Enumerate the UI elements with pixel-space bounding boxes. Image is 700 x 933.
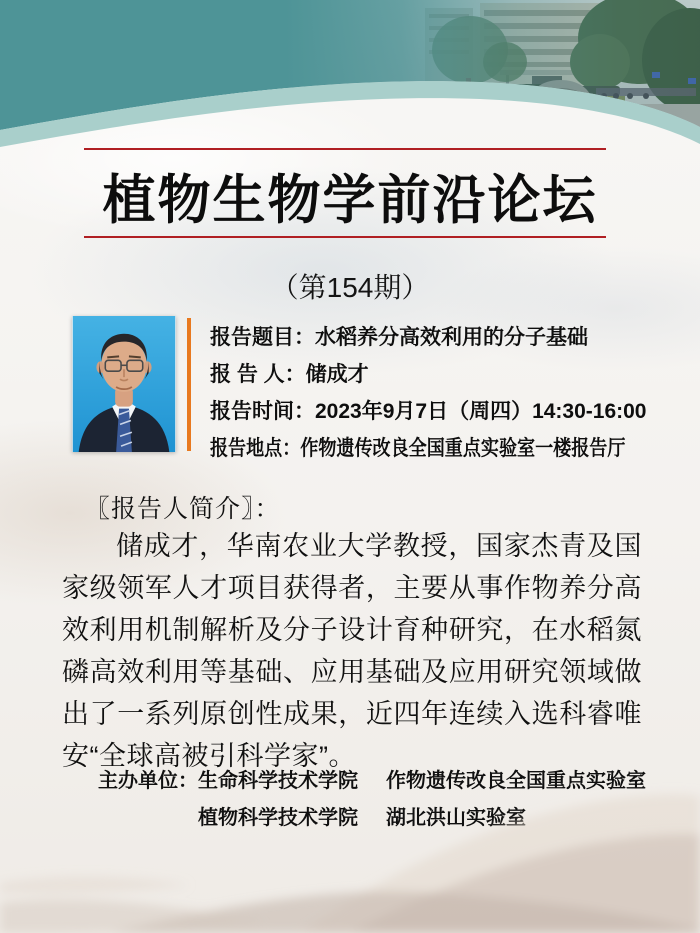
title-rule-top <box>84 148 606 150</box>
topic-label: 报告题目： <box>210 326 315 349</box>
time-value: 2023年9月7日（周四）14:30-16:00 <box>315 400 647 423</box>
watercolor-mountains-art <box>0 723 700 933</box>
organizers-label: 主办单位： <box>98 770 198 792</box>
time-label: 报告时间： <box>210 400 315 423</box>
organizer-item: 湖北洪山实验室 <box>386 807 526 829</box>
issue-number: （第154期） <box>270 272 430 303</box>
title-rule-bottom <box>84 236 606 238</box>
bio-heading: 〖报告人简介〗： <box>85 495 281 523</box>
topic-value: 水稻养分高效利用的分子基础 <box>315 326 588 349</box>
speaker-line <box>210 356 670 393</box>
speaker-portrait-photo <box>72 316 176 452</box>
poster-title: 植物生物学前沿论坛 <box>102 171 598 230</box>
topic-line <box>210 319 670 356</box>
organizer-item: 植物科学技术学院 <box>198 807 358 829</box>
venue-line <box>210 430 626 467</box>
seminar-info <box>210 319 670 467</box>
bio-paragraph: 储成才，华南农业大学教授，国家杰青及国家级领军人才项目获得者，主要从事作物养分高效利用机制解析及分子设计育种研究，在水稻氮磷高效利用等基础、应用基础及应用研究领域做出了一系列原创性成果，近四年连续入选科睿唯安“全球高被引科学家”。 <box>62 531 642 771</box>
orange-divider-bar <box>187 318 191 451</box>
venue-label: 报告地点： <box>210 437 301 460</box>
organizer-item: 生命科学技术学院 <box>198 770 358 792</box>
time-line <box>210 393 670 430</box>
venue-value: 作物遗传改良全国重点实验室一楼报告厅 <box>300 437 626 460</box>
speaker-value: 储成才 <box>305 363 369 386</box>
speaker-label: 报 告 人： <box>210 363 306 386</box>
organizer-item: 作物遗传改良全国重点实验室 <box>386 770 646 792</box>
